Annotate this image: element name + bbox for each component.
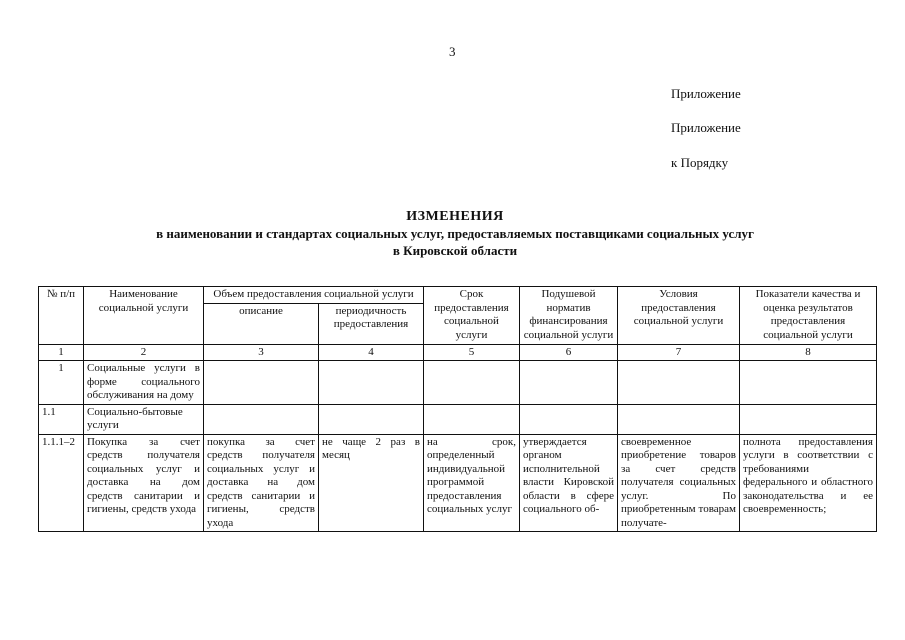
empty-cell	[618, 404, 740, 434]
row-term: на срок, определенный индивидуальной программой предоставления социальных услуг	[424, 434, 520, 532]
row-norm: утверждается органом исполнительной власти Кировской области в сфере социального об-	[520, 434, 618, 532]
document-subtitle-region: в Кировской области	[392, 243, 518, 258]
empty-cell	[204, 361, 319, 405]
header-quality: Показатели качества и оценка результатов предоставления социальной услуги	[740, 287, 877, 345]
row-num: 1	[39, 361, 84, 405]
header-term: Срок предоставления социальной услуги	[424, 287, 520, 345]
empty-cell	[520, 404, 618, 434]
empty-cell	[319, 404, 424, 434]
header-num: № п/п	[39, 287, 84, 345]
row-num: 1.1.1–2	[39, 434, 84, 532]
column-number: 3	[204, 344, 319, 361]
header-conditions: Условия предоставления социальной услуги	[618, 287, 740, 345]
empty-cell	[740, 404, 877, 434]
table-row	[39, 361, 877, 405]
page-number: 3	[449, 44, 456, 59]
column-number: 8	[740, 344, 877, 361]
header-norm: Подушевой норматив финансирования социальной услуги	[520, 287, 618, 345]
column-number: 4	[319, 344, 424, 361]
empty-cell	[424, 404, 520, 434]
header-row	[39, 287, 877, 304]
document-title: ИЗМЕНЕНИЯ	[406, 209, 504, 224]
document-subtitle: в наименовании и стандартах социальных услуг, предоставляемых поставщиками социальных услуг	[156, 226, 754, 241]
header-periodicity: периодичность предоставления	[319, 303, 424, 344]
empty-cell	[740, 361, 877, 405]
column-number: 2	[84, 344, 204, 361]
header-volume: Объем предоставления социальной услуги	[204, 287, 424, 304]
appendix-label-2: Приложение	[671, 120, 741, 135]
header-name: Наименование социальной услуги	[84, 287, 204, 345]
appendix-label: Приложение	[671, 86, 741, 101]
row-description: покупка за счет средств получателя социальных услуг и доставка на дом средств санитарии и гигиены, средств ухода	[204, 434, 319, 532]
column-number: 6	[520, 344, 618, 361]
column-number: 5	[424, 344, 520, 361]
empty-cell	[204, 404, 319, 434]
column-number: 7	[618, 344, 740, 361]
row-name: Покупка за счет средств получателя социальных услуг и доставка на дом средств санитарии и гигиены, средств ухода	[84, 434, 204, 532]
empty-cell	[319, 361, 424, 405]
row-num: 1.1	[39, 404, 84, 434]
row-conditions: своевременное приобретение товаров за счет средств получателя социальных услуг. По приобретенным товарам получате-	[618, 434, 740, 532]
table-row	[39, 434, 877, 532]
empty-cell	[424, 361, 520, 405]
row-name: Социальные услуги в форме социального обслуживания на дому	[84, 361, 204, 405]
appendix-reference: к Порядку	[671, 155, 729, 170]
column-number: 1	[39, 344, 84, 361]
empty-cell	[520, 361, 618, 405]
column-number-row	[39, 344, 877, 361]
row-quality: полнота предоставления услуги в соответствии с требованиями федерального и областного законодательства и ее своевременность;	[740, 434, 877, 532]
empty-cell	[618, 361, 740, 405]
document-title-block	[60, 208, 850, 259]
header-description: описание	[204, 303, 319, 344]
table-row	[39, 404, 877, 434]
row-name: Социально-бытовые услуги	[84, 404, 204, 434]
services-table	[38, 286, 877, 532]
row-periodicity: не чаще 2 раз в месяц	[319, 434, 424, 532]
